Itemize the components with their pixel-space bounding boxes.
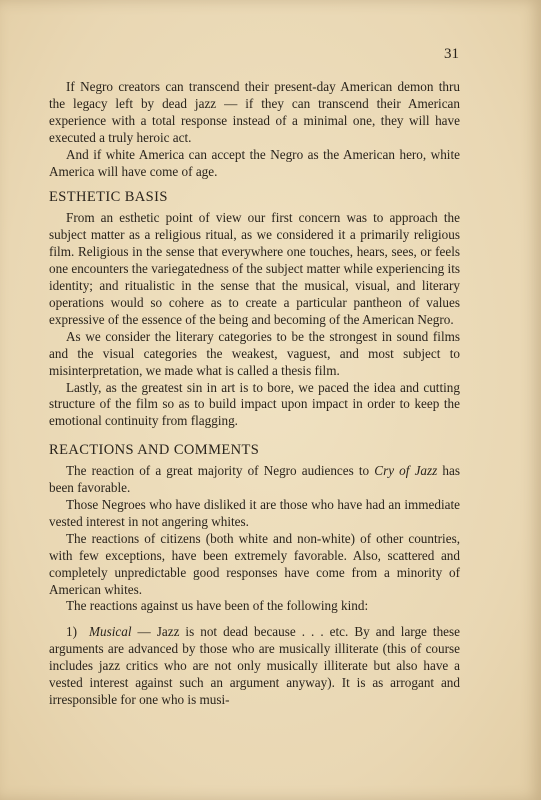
body-text	[49, 79, 460, 709]
item-label: Musical	[89, 624, 132, 640]
esthetic-paragraph-3: Lastly, as the greatest sin in art is to bore, we paced the idea and cutting structure of the film so as to build impact upon impact in order to keep the emotional continuity from flagging.	[49, 379, 460, 429]
page-number: 31	[444, 46, 459, 62]
film-title: Cry of Jazz	[374, 463, 438, 479]
reactions-p1-before: The reaction of a great majority of Negro audiences to	[66, 463, 375, 479]
intro-paragraph-2: And if white America can accept the Negro as the American hero, white America will have come of age.	[49, 146, 460, 179]
item-number: 1)	[66, 624, 77, 640]
reaction-item-musical	[49, 624, 460, 709]
reactions-p1-after: has been favorable.	[49, 463, 460, 496]
esthetic-paragraph-1: From an esthetic point of view our first concern was to approach the subject matter as a religious ritual, as we considered it a primarily religious film. Religious in the sense that everywhere one touches, hears, sees, or feels one encounters the variegatedness of the subject matter while experiencing its identity; and ritualistic in the sense that the musical, visual, and literary operations would so cohere as to create a particular pantheon of values expressive of the essence of the being and becoming of the American Negro.	[49, 210, 460, 327]
reactions-paragraph-1	[49, 463, 460, 497]
reactions-paragraph-3: The reactions of citizens (both white and non-white) of other countries, with few exceptions, have been extremely favorable. Also, scattered and completely unpredictable good responses have come from a minority of American whites.	[49, 530, 460, 597]
section-heading-esthetic-basis: ESTHETIC BASIS	[49, 189, 168, 206]
reactions-paragraph-4: The reactions against us have been of the following kind:	[66, 598, 369, 614]
reactions-paragraph-2: Those Negroes who have disliked it are those who have had an immediate vested interest in not angering whites.	[49, 497, 460, 529]
section-heading-reactions-and-comments: REACTIONS AND COMMENTS	[49, 442, 260, 459]
esthetic-paragraph-2: As we consider the literary categories to be the strongest in sound films and the visual categories the weakest, vaguest, and most subject to misinterpretation, we made what is called a thesis film.	[49, 328, 460, 378]
item-text: — Jazz is not dead because . . . etc. By and large these arguments are advanced by those who are musically illiterate (this of course includes jazz critics who are not only musically illiterate but also have a vested interest against such an argument anyway). It is as arrogant and irresponsible for one who is musi-	[49, 624, 461, 707]
intro-paragraph-1: If Negro creators can transcend their present-day American demon thru the legacy left by dead jazz — if they can transcend their American experience with a total response instead of a minimal one, they will have executed a truly heroic act.	[49, 79, 460, 145]
